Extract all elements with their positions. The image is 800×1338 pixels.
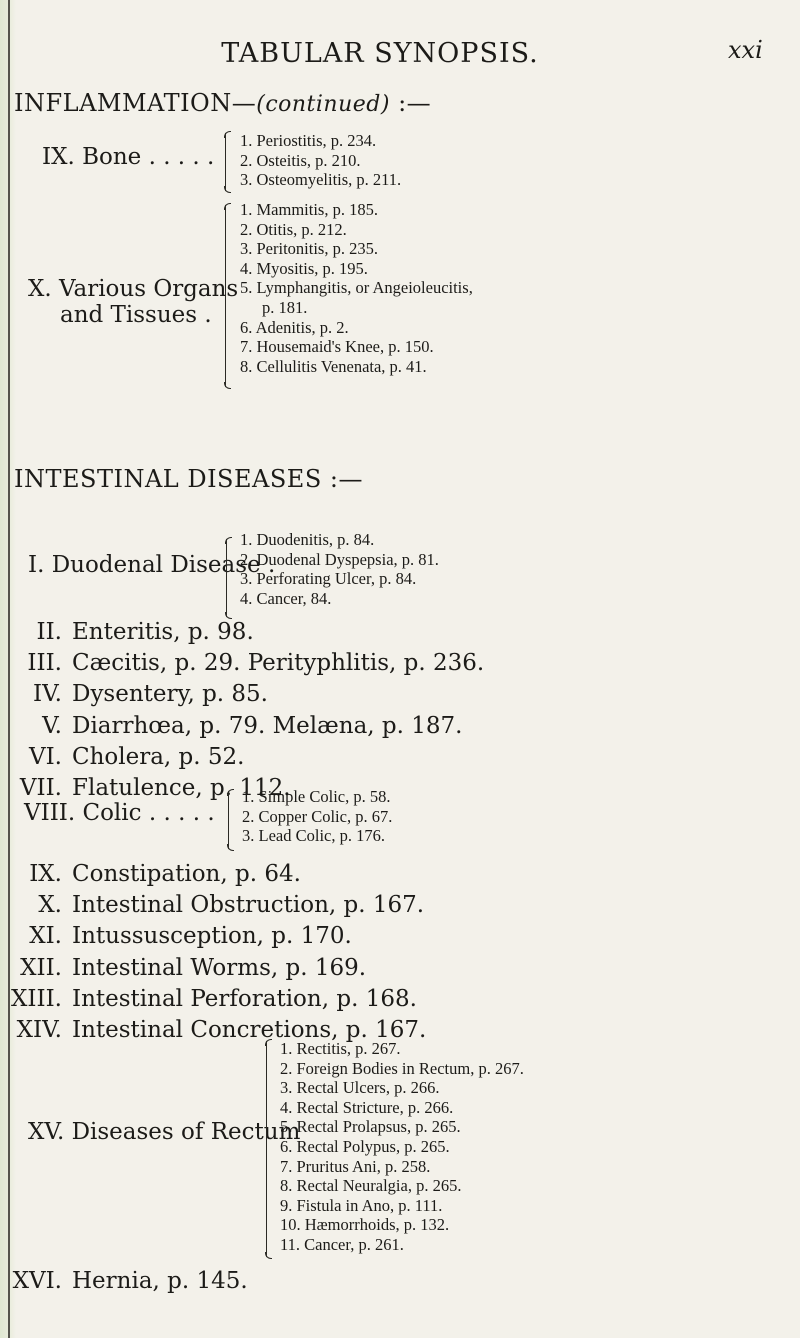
list-item: 2. Osteitis, p. 210. [240, 150, 361, 170]
list-item: V. Diarrhœa, p. 79. Melæna, p. 187. [42, 712, 463, 739]
rectum-label: XV. Diseases of Rectum [28, 1119, 301, 1145]
list-item: 5. Rectal Prolapsus, p. 265. [280, 1117, 461, 1137]
colic-label: VIII. Colic . . . . . [24, 800, 215, 826]
bone-label: IX. Bone . . . . . [42, 144, 215, 170]
various-list [240, 200, 473, 376]
list-item: 11. Cancer, p. 261. [280, 1234, 404, 1254]
list-item: X. Intestinal Obstruction, p. 167. [38, 892, 425, 919]
colic-brace [228, 791, 229, 849]
list-item: 6. Rectal Polypus, p. 265. [280, 1136, 450, 1156]
continued-note: (continued) [256, 92, 390, 117]
rectum-list [280, 1039, 524, 1255]
section-title-inflammation [14, 89, 431, 117]
list-item: 7. Housemaid's Knee, p. 150. [240, 337, 434, 357]
list-item: 3. Osteomyelitis, p. 211. [240, 170, 402, 190]
section-title-text: INFLAMMATION— [14, 89, 257, 117]
duodenal-list [240, 530, 439, 608]
hernia-text: Hernia, p. 145. [72, 1268, 248, 1294]
colic-list [242, 787, 392, 846]
duodenal-label: I. Duodenal Disease . [28, 552, 276, 578]
bone-list [240, 131, 401, 190]
list-item: 2. Duodenal Dyspepsia, p. 81. [240, 549, 439, 569]
list-item: 1. Mammitis, p. 185. [240, 200, 378, 219]
list-item: XI. Intussusception, p. 170. [29, 923, 352, 950]
list-item: 7. Pruritus Ani, p. 258. [280, 1156, 431, 1176]
duodenal-brace [226, 539, 227, 617]
list-item: IV. Dysentery, p. 85. [33, 681, 268, 708]
list-item: 5. Lymphangitis, or Angeioleucitis, [240, 278, 473, 298]
rectum-brace [266, 1041, 267, 1257]
various-label-line2: and Tissues . [60, 302, 212, 328]
page-title: TABULAR SYNOPSIS. [221, 38, 539, 69]
bone-brace [225, 133, 226, 191]
list-item: VII. Flatulence, p. 112. [19, 775, 291, 802]
list-item: 1. Periostitis, p. 234. [240, 131, 377, 150]
list-item: VI. Cholera, p. 52. [28, 743, 245, 770]
section-title-suffix: :— [389, 89, 432, 117]
list-item: XII. Intestinal Worms, p. 169. [20, 954, 367, 981]
hernia-entry [6, 1268, 248, 1294]
list-item: 9. Fistula in Ano, p. 111. [280, 1195, 443, 1215]
list-item: XIV. Intestinal Concretions, p. 167. [16, 1017, 427, 1044]
list-item: 1. Duodenitis, p. 84. [240, 530, 375, 549]
list-item: IX. Constipation, p. 64. [29, 861, 301, 887]
list-item: 3. Peritonitis, p. 235. [240, 239, 378, 259]
list-item: 3. Lead Colic, p. 176. [242, 826, 385, 846]
various-label-line1: X. Various Organs [28, 276, 239, 302]
entries-list-b [6, 859, 426, 1046]
various-brace [225, 205, 226, 387]
list-item: 8. Cellulitis Venenata, p. 41. [240, 356, 427, 376]
list-item: 2. Copper Colic, p. 67. [242, 806, 393, 826]
entries-list-a [6, 617, 484, 804]
list-item: XIII. Intestinal Perforation, p. 168. [11, 985, 417, 1012]
list-item: 2. Foreign Bodies in Rectum, p. 267. [280, 1058, 524, 1078]
list-item: 8. Rectal Neuralgia, p. 265. [280, 1176, 462, 1196]
section-title-intestinal: INTESTINAL DISEASES :— [14, 465, 363, 493]
list-item: 1. Rectitis, p. 267. [280, 1039, 401, 1058]
page-number: xxi [728, 36, 763, 64]
list-item: p. 181. [262, 297, 308, 317]
list-item: 3. Perforating Ulcer, p. 84. [240, 569, 417, 589]
list-item: II. Enteritis, p. 98. [36, 619, 254, 645]
list-item: 10. Hæmorrhoids, p. 132. [280, 1215, 450, 1235]
list-item: 2. Otitis, p. 212. [240, 219, 347, 239]
list-item: 4. Rectal Stricture, p. 266. [280, 1097, 454, 1117]
list-item: 6. Adenitis, p. 2. [240, 317, 349, 337]
hernia-roman: XVI. [12, 1268, 62, 1294]
list-item: 1. Simple Colic, p. 58. [242, 787, 391, 806]
list-item: III. Cæcitis, p. 29. Perityphlitis, p. 236. [27, 650, 485, 677]
list-item: 3. Rectal Ulcers, p. 266. [280, 1078, 440, 1098]
list-item: 4. Myositis, p. 195. [240, 258, 368, 278]
list-item: 4. Cancer, 84. [240, 588, 332, 608]
